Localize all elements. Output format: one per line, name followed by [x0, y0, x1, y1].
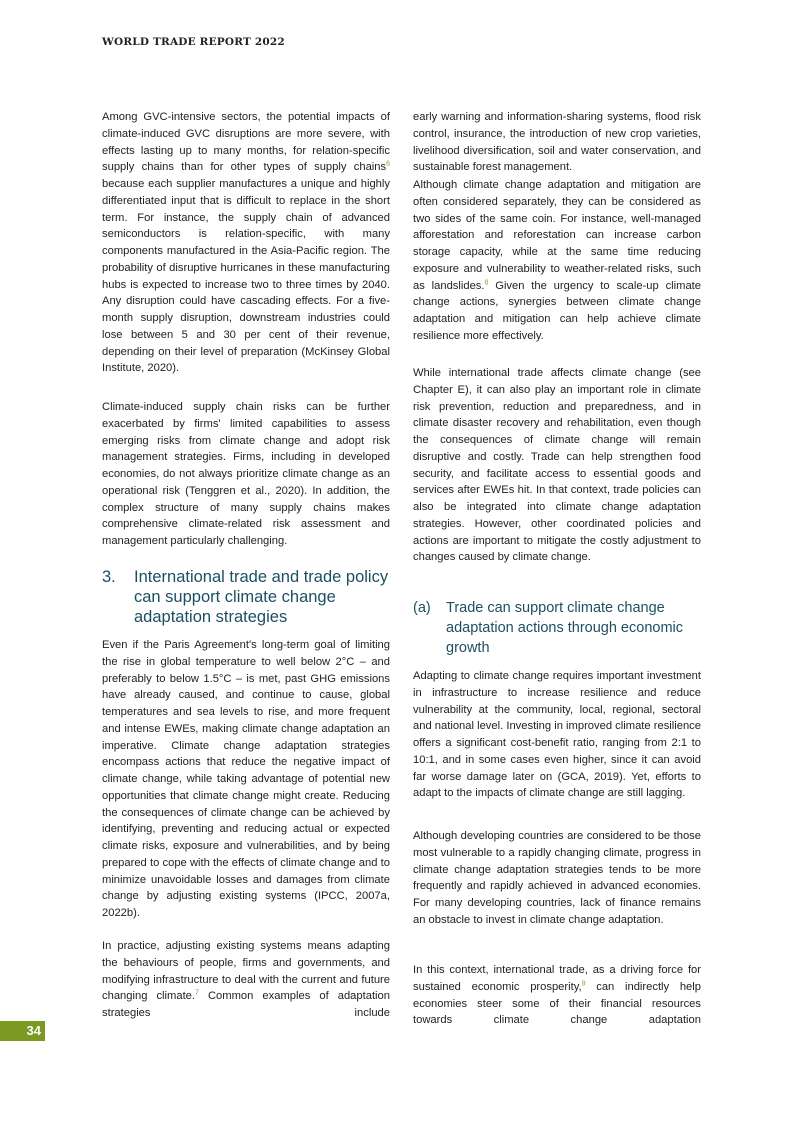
paragraph: Even if the Paris Agreement's long-term goal of limiting the rise in global temperature to well below 2°C – and preferably to below 1.5°C – is met, past GHG emissions have already caused, and continue to cause, global temperatures and sea levels to rise, and more frequent and intense EWEs, making climate change adaptation an imperative. Climate change adaptation strategies encompass actions that reduce the negative impact of climate change, while taking advantage of potential new opportunities that climate change might create. Reducing the consequences of climate change can be achieved by identifying, preventing and reducing actual or expected climate risks, exposure and vulnerabilities, and by being prepared to cope with the effects of climate change and to minimize unavoidable losses and damages from climate change by adjusting existing systems (IPCC, 2007a, 2022b).	[102, 639, 390, 919]
paragraph-text: In this context, international trade, as a driving force for sustained economic prosperity,	[413, 964, 701, 993]
footnote-ref[interactable]: 8	[484, 278, 489, 286]
paragraph-text: Given the urgency to scale-up climate change actions, synergies between climate change adaptation and mitigation can help achieve climate resilience more effectively.	[413, 279, 702, 342]
page-number-badge: 34	[0, 1021, 45, 1041]
running-header: WORLD TRADE REPORT 2022	[102, 36, 285, 48]
footnote-ref[interactable]: 7	[195, 989, 199, 997]
paragraph: Climate-induced supply chain risks can be further exacerbated by firms' limited capabilities to assess emerging risks from climate change and adopt risk management strategies. Firms, including in developed economies, do not always prioritize climate change as an operational risk (Tenggren et al., 2020). In addition, the complex structure of many supply chains makes comprehensive climate-related risk assessment and management particularly challenging.	[102, 401, 390, 547]
paragraph	[102, 938, 390, 1022]
paragraph-text: In practice, adjusting existing systems means adapting the behaviours of people, firms and governments, and modifying infrastructure to deal with the current and future changing climate.	[102, 940, 390, 1003]
section-heading	[102, 567, 392, 627]
paragraph	[102, 109, 390, 377]
subsection-number: (a)	[413, 600, 431, 616]
section-number: 3.	[102, 568, 116, 586]
paragraph-text: can indirectly help economies steer some of their financial resources towards climate change adaptation	[413, 980, 701, 1027]
footnote-ref[interactable]: 6	[386, 160, 390, 168]
paragraph: Although developing countries are considered to be those most vulnerable to a rapidly changing climate, progress in climate change adaptation strategies tends to be more frequently and rapidly achieved in advanced economies. For many developing countries, lack of finance remains an obstacle to invest in climate change adaptation.	[413, 830, 701, 926]
paragraph-text: Among GVC-intensive sectors, the potential impacts of climate-induced GVC disruptions are more severe, with effects lasting up to many months, for relation-specific supply chains than for other types of supply chains	[102, 111, 390, 174]
section-title: International trade and trade policy can support climate change adaptation strategies	[134, 568, 389, 626]
paragraph-text: Common examples of adaptation strategies include	[102, 990, 390, 1019]
paragraph: While international trade affects climate change (see Chapter E), it can also play an important role in climate risk prevention, reduction and preparedness, and in climate disaster recovery and rehabilitation, even though the consequences of climate change will remain disruptive and costly. Trade can help strengthen food security, and facilitate access to essential goods and services after EWEs hit. In that context, trade policies can also be integrated into climate change adaptation strategies. However, other coordinated policies and actions are important to mitigate the costly adjustment to changes caused by climate change.	[413, 367, 701, 564]
footnote-ref[interactable]: 9	[581, 980, 586, 988]
subsection-title: Trade can support climate change adaptation actions through economic growth	[446, 600, 683, 656]
paragraph: Adapting to climate change requires important investment in infrastructure to increase resilience and reduce vulnerability at the community, local, regional, sectoral and national level. Investing in improved climate resilience offers a significant cost-benefit ratio, ranging from 2:1 to 10:1, and in some cases even higher, since it can avoid far worse damage later on (GCA, 2019). Yet, efforts to adapt to the impacts of climate change are still lagging.	[413, 670, 701, 800]
paragraph-text: because each supplier manufactures a unique and highly differentiated input that is difficult to replace in the short term. For instance, the supply chain of advanced semiconductors is relation-specific, with many components manufactured in the Asia-Pacific region. The probability of disruptive hurricanes in these manufacturing hubs is expected to increase two to three times by 2040. Any disruption could have cascading effects. For a five-month supply disruption, downstream industries could lose between 5 and 30 per cent of their revenue, depending on their level of preparation (McKinsey Global Institute, 2020).	[102, 178, 390, 375]
subsection-heading	[413, 598, 703, 658]
paragraph	[413, 962, 701, 1029]
paragraph	[413, 177, 701, 345]
paragraph: early warning and information-sharing systems, flood risk control, insurance, the introduction of new crop varieties, livelihood diversification, soil and water conservation, and sustainable forest management.	[413, 111, 701, 174]
paragraph-text: Although climate change adaptation and mitigation are often considered separately, they can be considered as two sides of the same coin. For instance, well-managed afforestation and reforestation can increase carbon storage capacity, while at the same time reducing exposure and vulnerability to weather-related risks, such as landslides.	[413, 179, 701, 292]
